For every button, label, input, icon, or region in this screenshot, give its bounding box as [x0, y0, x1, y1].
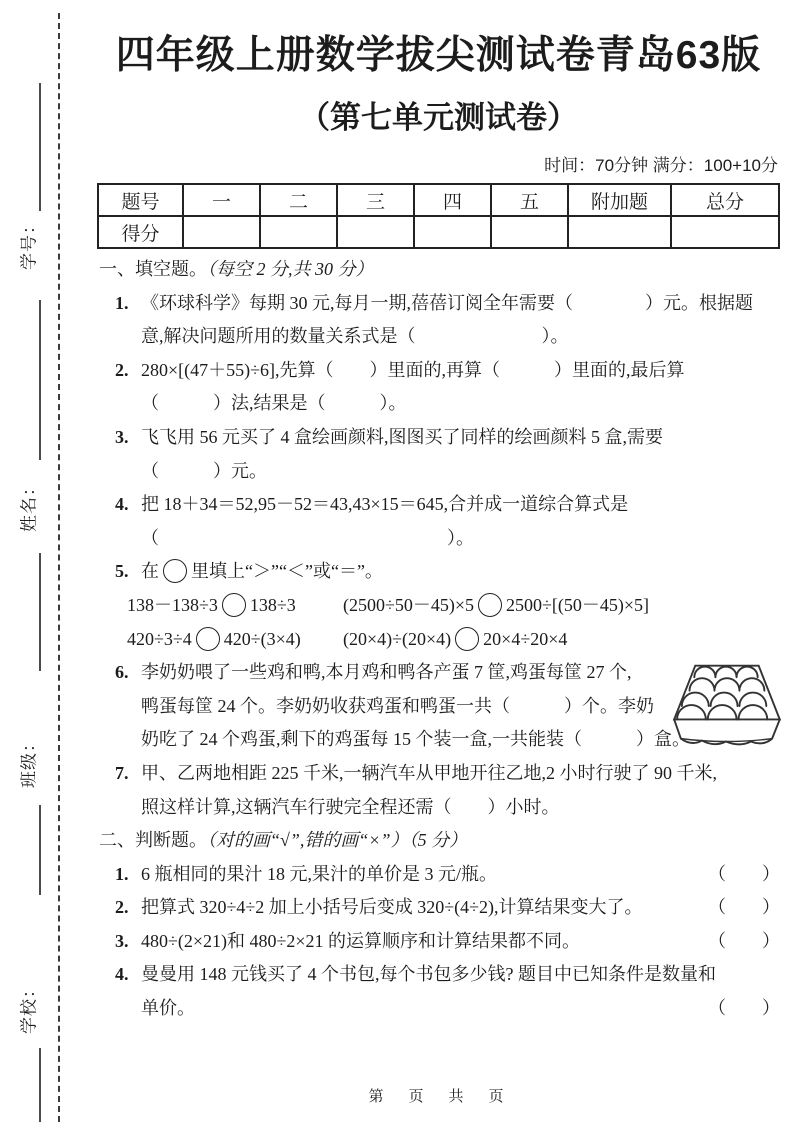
- judge-text: [115, 891, 643, 925]
- paper-title: 四年级上册数学拔尖测试卷青岛63版: [115, 34, 762, 77]
- exam-time-score-info: 时间：70分钟 满分：100+10分: [544, 156, 778, 175]
- score-header-cell: 五: [491, 184, 568, 216]
- question-text: 单价。: [141, 998, 195, 1019]
- judge-q3: [97, 925, 780, 959]
- judge-q4-line1: [97, 958, 780, 992]
- fill-q2-line1: [97, 354, 780, 388]
- judge-text: [115, 858, 497, 892]
- question-number: 2.: [115, 359, 129, 380]
- compare-circle-icon: [196, 627, 220, 651]
- score-cell: [568, 216, 671, 248]
- section1-heading: [97, 253, 780, 287]
- question-text: 280×[(47＋55)÷6],先算（ ）里面的,再算（ ）里面的,最后算: [141, 359, 685, 380]
- score-cell: [671, 216, 779, 248]
- question-number: 7.: [115, 762, 129, 783]
- fill-q5-stem: [97, 555, 780, 589]
- fill-q6-line3: 奶吃了 24 个鸡蛋,剩下的鸡蛋每 15 个装一盒,一共能装（ ）盒。: [141, 729, 690, 750]
- score-row-label: 得分: [98, 216, 183, 248]
- expression-right: 20×4÷20×4: [483, 628, 568, 649]
- expression-left: (2500÷50－45)×5: [343, 594, 475, 615]
- fill-q1-line2: 意,解决问题所用的数量关系式是（ ）。: [141, 326, 569, 347]
- compare-circle-icon: [222, 593, 246, 617]
- expression-left: 420÷3÷4: [127, 628, 192, 649]
- section1-heading-note: （每空 2 分,共 30 分）: [207, 259, 374, 279]
- fill-q5-compare-row2: [97, 623, 780, 657]
- question-text: 甲、乙两地相距 225 千米,一辆汽车从甲地开往乙地,2 小时行驶了 90 千米,: [141, 762, 717, 783]
- page-footer: 第 页 共 页: [368, 1089, 509, 1105]
- fill-q6-line2: 鸭蛋每筐 24 个。李奶奶收获鸡蛋和鸭蛋一共（ ）个。李奶: [141, 695, 654, 716]
- score-header-cell: 二: [260, 184, 337, 216]
- section1-heading-main: 一、填空题。: [99, 259, 207, 279]
- sidebar-label-class: 班级：: [19, 734, 39, 788]
- score-cell: [183, 216, 260, 248]
- question-number: 5.: [115, 561, 129, 582]
- sidebar-writing-line: [39, 805, 41, 895]
- compare-circle-icon: [455, 627, 479, 651]
- sidebar-writing-line: [39, 553, 41, 671]
- section2-heading: [97, 824, 780, 858]
- expression-left: 138－138÷3: [127, 594, 218, 615]
- question-text: 《环球科学》每期 30 元,每月一期,蓓蓓订阅全年需要（ ）元。根据题: [141, 292, 753, 313]
- compare-circle-icon: [478, 593, 502, 617]
- question-number: 6.: [115, 662, 129, 683]
- question-number: 3.: [115, 426, 129, 447]
- comparison-item: [127, 623, 343, 657]
- sidebar-writing-line: [39, 83, 41, 211]
- sidebar-writing-line: [39, 300, 41, 460]
- fill-q3-line1: [97, 421, 780, 455]
- question-number: 4.: [115, 494, 129, 515]
- answer-blank: （ ）: [708, 863, 780, 884]
- expression-right: 138÷3: [249, 594, 296, 615]
- question-text: 里填上“＞”“＜”或“＝”。: [191, 561, 383, 582]
- score-table-header-row: [98, 184, 779, 216]
- score-header-cell: 附加题: [568, 184, 671, 216]
- answer-blank: （ ）: [708, 998, 780, 1019]
- answer-blank: （ ）: [708, 930, 780, 951]
- question-text: 6 瓶相同的果汁 18 元,果汁的单价是 3 元/瓶。: [141, 863, 497, 884]
- sidebar-label-school: 学校：: [19, 980, 39, 1034]
- sidebar-label-student-id: 学号：: [19, 216, 39, 270]
- score-cell: [491, 216, 568, 248]
- paper-content: [97, 0, 780, 1026]
- question-number: 1.: [115, 863, 129, 884]
- fill-q4-line2: （ ）。: [141, 527, 474, 548]
- question-text: 把算式 320÷4÷2 加上小括号后变成 320÷(4÷2),计算结果变大了。: [141, 897, 643, 918]
- question-text: 在: [141, 561, 159, 582]
- judge-q4-line2: [97, 992, 780, 1026]
- expression-right: 2500÷[(50－45)×5]: [506, 594, 650, 615]
- sidebar-label-name: 姓名：: [19, 478, 39, 532]
- question-text: 480÷(2×21)和 480÷2×21 的运算顺序和计算结果都不同。: [141, 930, 581, 951]
- score-cell: [337, 216, 414, 248]
- score-header-cell: 一: [183, 184, 260, 216]
- score-table: [97, 183, 780, 249]
- question-number: 4.: [115, 964, 129, 985]
- question-text: 李奶奶喂了一些鸡和鸭,本月鸡和鸭各产蛋 7 筐,鸡蛋每筐 27 个,: [141, 662, 632, 683]
- question-text: 曼曼用 148 元钱买了 4 个书包,每个书包多少钱? 题目中已知条件是数量和: [141, 964, 716, 985]
- score-table-score-row: [98, 216, 779, 248]
- sidebar-writing-line: [39, 1048, 41, 1122]
- egg-carton-icon: [668, 658, 784, 754]
- score-header-cell: 四: [414, 184, 491, 216]
- fill-q6: [97, 656, 780, 757]
- comparison-item: [127, 589, 343, 623]
- fill-q7-line2: 照这样计算,这辆汽车行驶完全程还需（ ）小时。: [141, 796, 560, 817]
- judge-q1: [97, 858, 780, 892]
- section2-heading-main: 二、判断题。: [99, 830, 207, 851]
- score-cell: [260, 216, 337, 248]
- score-header-cell: 题号: [98, 184, 183, 216]
- fill-q5-compare-row1: [97, 589, 780, 623]
- fill-q3-line2: （ ）元。: [141, 460, 267, 481]
- section2-heading-note: （对的画“√”,错的画“×”）（5 分）: [207, 830, 468, 851]
- question-number: 2.: [115, 897, 129, 918]
- score-header-cell: 三: [337, 184, 414, 216]
- judge-text: [115, 925, 581, 959]
- question-number: 3.: [115, 930, 129, 951]
- fill-q1-line1: [97, 287, 780, 321]
- expression-left: (20×4)÷(20×4): [343, 628, 452, 649]
- fill-q4-line1: [97, 488, 780, 522]
- comparison-item: [343, 623, 780, 657]
- score-cell: [414, 216, 491, 248]
- question-number: 1.: [115, 292, 129, 313]
- seal-dashed-line: [58, 13, 60, 1122]
- score-header-cell: 总分: [671, 184, 779, 216]
- question-text: 飞飞用 56 元买了 4 盒绘画颜料,图图买了同样的绘画颜料 5 盒,需要: [141, 426, 663, 447]
- paper-subtitle: （第七单元测试卷）: [299, 100, 578, 135]
- expression-right: 420÷(3×4): [223, 628, 301, 649]
- fill-q2-line2: （ ）法,结果是（ ）。: [141, 393, 407, 414]
- comparison-item: [343, 589, 780, 623]
- question-text: 把 18＋34＝52,95－52＝43,43×15＝645,合并成一道综合算式是: [141, 494, 629, 515]
- answer-blank: （ ）: [708, 897, 780, 918]
- compare-circle-icon: [163, 559, 187, 583]
- fill-q7-line1: [97, 757, 780, 791]
- judge-q2: [97, 891, 780, 925]
